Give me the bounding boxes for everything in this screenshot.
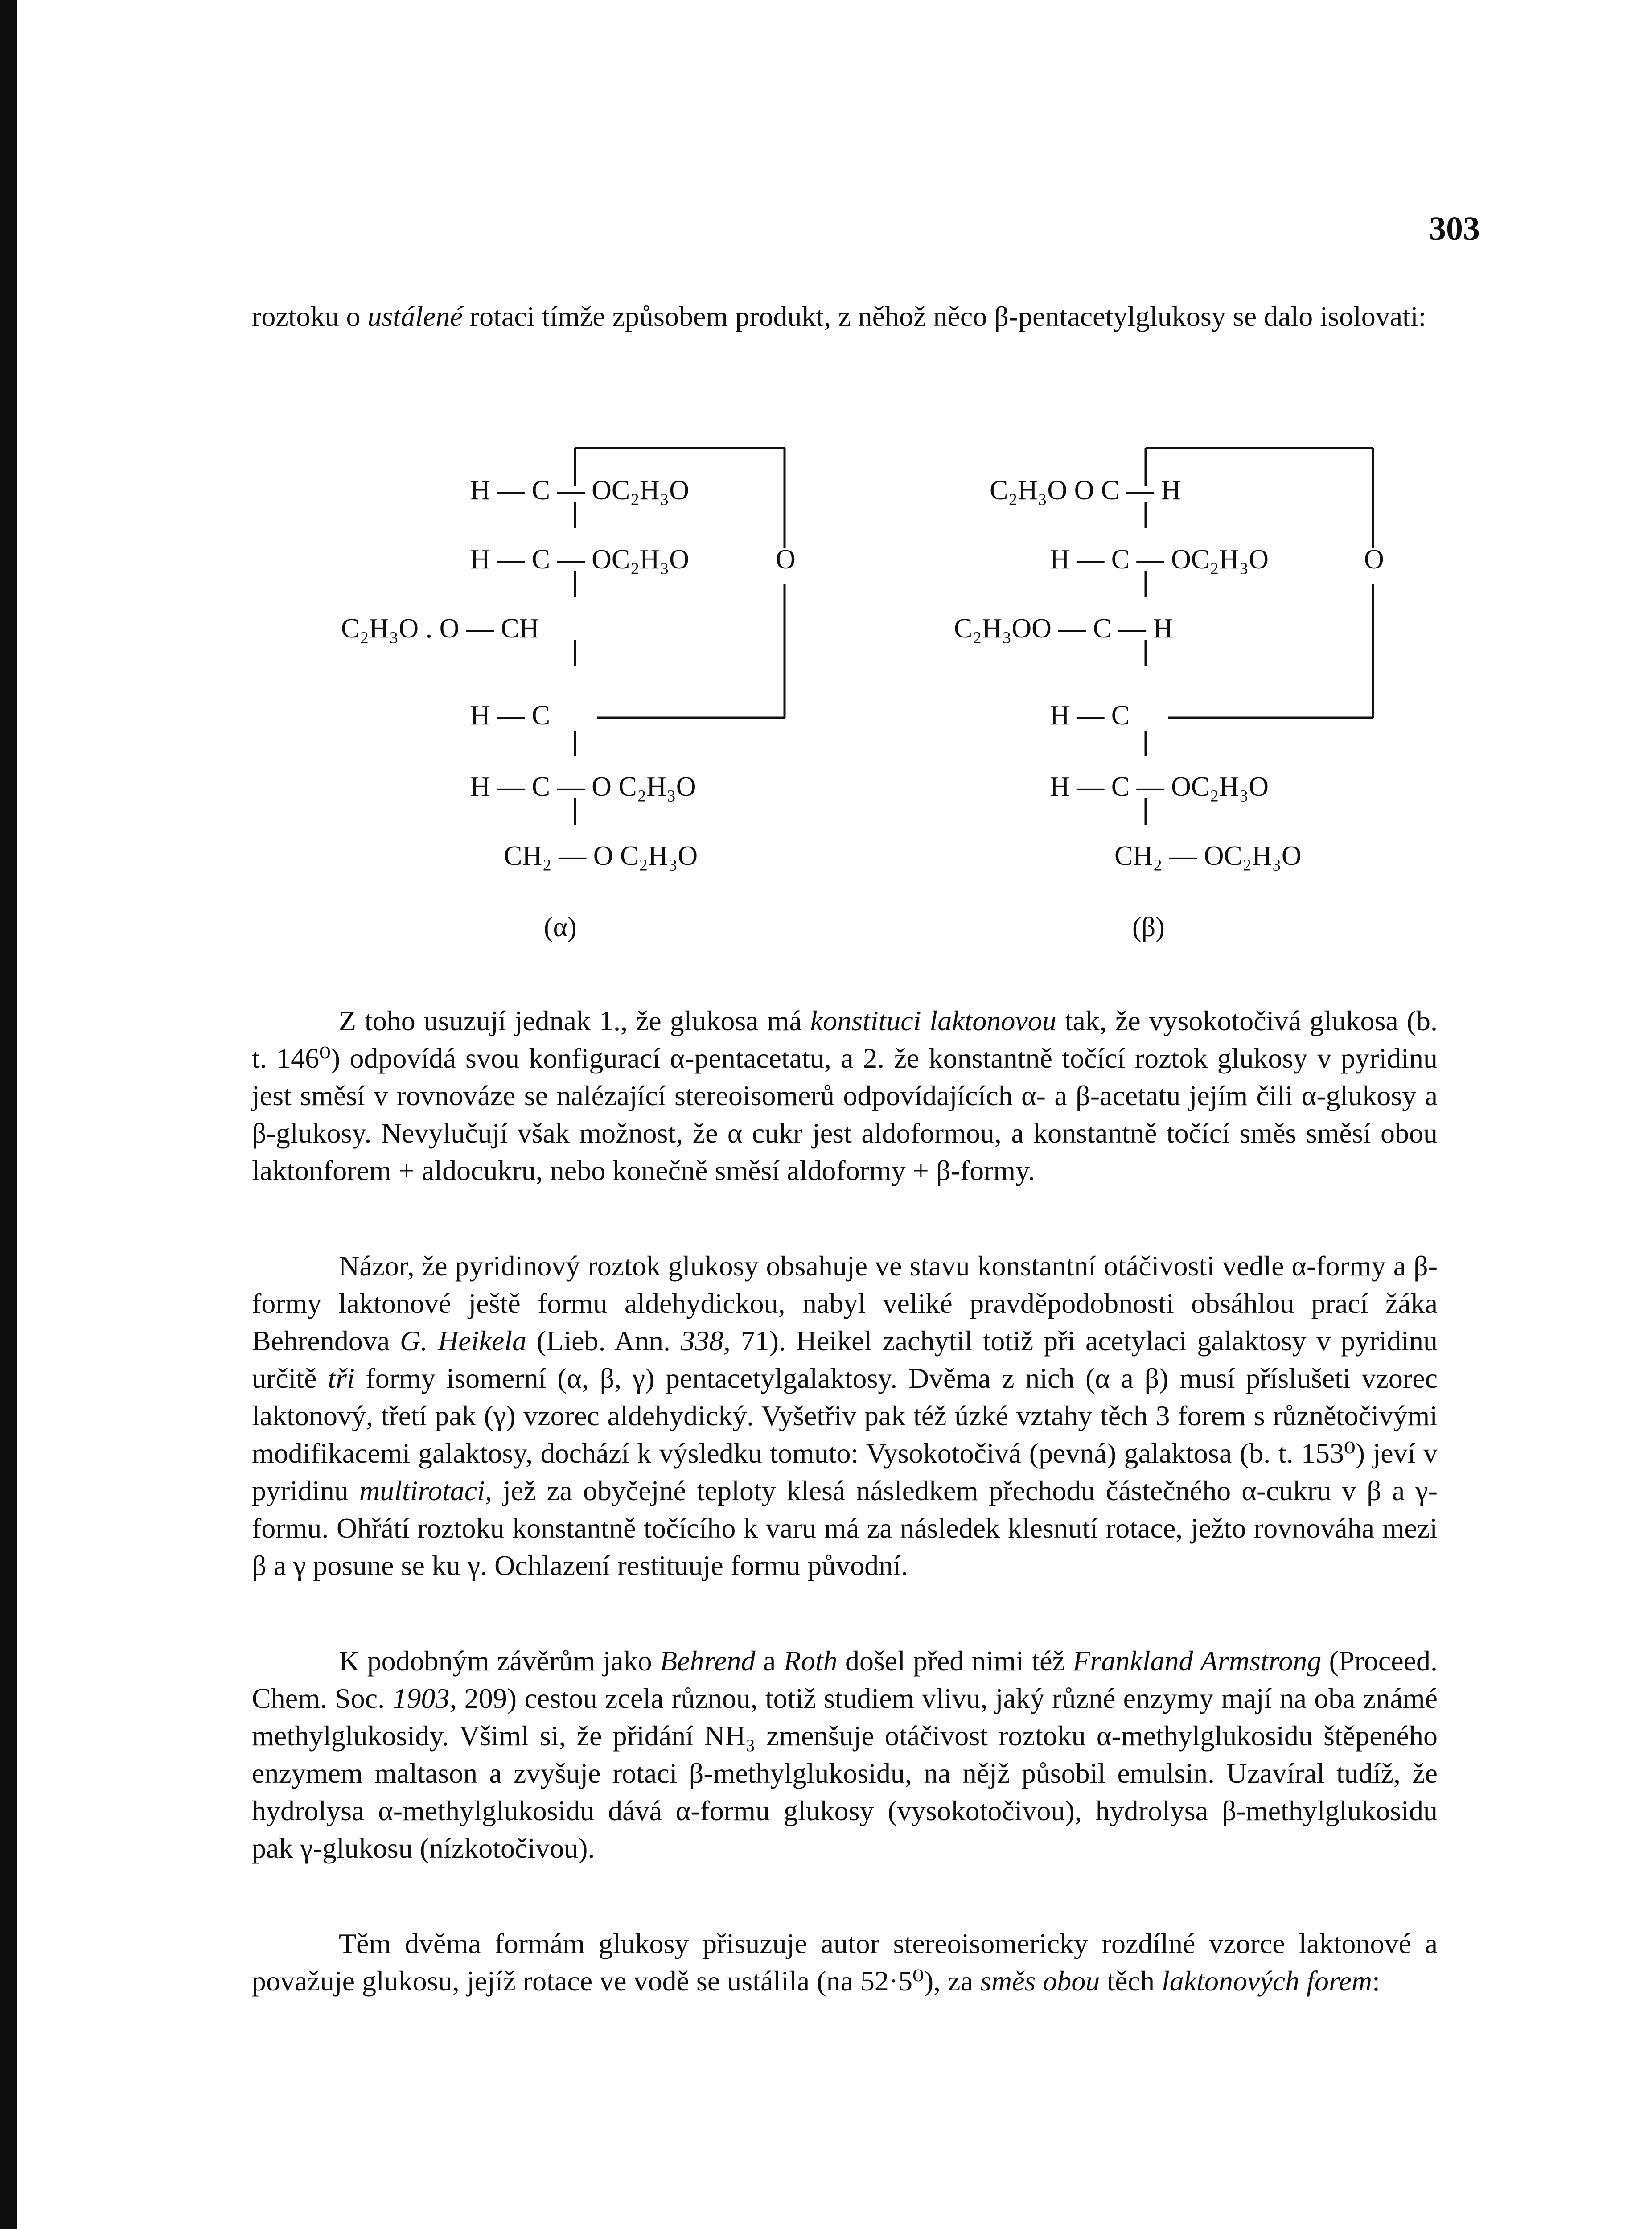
beta-ring-oxygen: O <box>1364 544 1384 575</box>
emphasis-laktonovych-forem: laktonových forem <box>1161 1965 1373 1997</box>
emphasis-ustalene: ustálené <box>367 300 463 332</box>
beta-row-2: H — C — OC₂H₃O <box>1050 544 1269 575</box>
alpha-row-4: H — C <box>470 700 551 731</box>
structural-formulas <box>312 428 1426 981</box>
paragraph-1: Z toho usuzují jednak 1., že glukosa má konstituci laktonovou tak, že vysokotočivá glukosa (b. t. 146⁰) odpovídá svou konfigurací α-pentacetatu, a 2. že konstantně točící roztok glukosy v pyridinu jest směsí v rovnováze se nalézající stereoisomerů odpovídajících α- a β-acetatu jejím čili α-glukosy a β-glukosy. Nevylučují však možnost, že α cukr jest aldoformou, a konstantně točící směs směsí obou laktonforem + aldocukru, nebo konečně směsí aldoformy + β-formy. <box>252 1005 1438 1186</box>
paragraph-2: Názor, že pyridinový roztok glukosy obsahuje ve stavu konstantní otáčivosti vedle α-formy a β-formy laktonové ještě formu aldehydickou, nabyl veliké pravděpodobnosti obsáhlou prací žáka Behrendova G. Heikela (Lieb. Ann. 338, 71). Heikel zachytil totiž při acetylaci galaktosy v pyridinu určitě tři formy isomerní (α, β, γ) pentacetylgalaktosy. Dvěma z nich (α a β) musí příslušeti vzorec laktonový, třetí pak (γ) vzorec aldehydický. Vyšetřiv pak též úzké vztahy těch 3 forem s různětočivými modifikacemi galaktosy, dochází k výsledku tomuto: Vysokotočivá (pevná) galaktosa (b. t. 153⁰) jeví v pyridinu multirotaci, jež za obyčejné teploty klesá následkem přechodu částečného α-cukru v β a γ-formu. Ohřátí roztoku konstantně točícího k varu má za následek klesnutí rotace, ježto rovnováha mezi β a γ posune se ku γ. Ochlazení restituuje formu původní. <box>252 1250 1438 1581</box>
alpha-row-3: C₂H₃O . O — CH <box>341 613 539 644</box>
author-frankland-armstrong: Frankland Armstrong <box>1073 1645 1322 1677</box>
paragraph-3: K podobným závěrům jako Behrend a Roth došel před nimi též Frankland Armstrong (Proceed. Chem. Soc. 1903, 209) cestou zcela různou, totiž studiem vlivu, jaký různé enzymy mají na oba známé methylglukosidy. Všiml si, že přidání NH₃ zmenšuje otáčivost roztoku α-methylglukosidu štěpeného enzymem maltason a zvyšuje rotaci β-methylglukosidu, na nějž působil emulsin. Uzavíral tudíž, že hydrolysa α-methylglukosidu dává α-formu glukosy (vysokotočivou), hydrolysa β-methylglukosidu pak γ-glukosu (nízkotočivou). <box>252 1645 1438 1864</box>
beta-row-3: C₂H₃OO — C — H <box>954 613 1173 644</box>
beta-label: (β) <box>1132 912 1165 942</box>
beta-row-4: H — C <box>1050 700 1130 731</box>
body-text <box>252 1002 1438 2000</box>
alpha-row-6: CH₂ — O C₂H₃O <box>504 841 698 871</box>
alpha-row-2: H — C — OC₂H₃O <box>470 544 690 575</box>
author-behrend: Behrend <box>660 1645 756 1677</box>
emphasis-multirotaci: multirotaci, <box>359 1475 493 1506</box>
scan-edge-shadow <box>0 0 17 2229</box>
emphasis-tri: tři <box>328 1362 355 1394</box>
alpha-row-5: H — C — O C₂H₃O <box>470 772 696 802</box>
author-roth: Roth <box>783 1645 838 1677</box>
beta-row-5: H — C — OC₂H₃O <box>1050 772 1269 802</box>
beta-row-6: CH₂ — OC₂H₃O <box>1114 841 1302 871</box>
emphasis-smes-obou: směs obou <box>980 1965 1100 1997</box>
page-number: 303 <box>1429 210 1480 247</box>
emphasis-konstituci: konstituci laktonovou <box>810 1005 1056 1036</box>
beta-row-1: C₂H₃O O C — H <box>990 475 1181 506</box>
intro-paragraph: roztoku o ustálené rotaci tímže způsobem produkt, z něhož něco β-pentacetylglukosy se dalo isolovati: <box>252 300 1426 332</box>
alpha-ring-oxygen: O <box>776 544 796 575</box>
alpha-label: (α) <box>544 912 577 942</box>
alpha-formula <box>341 448 796 942</box>
beta-formula <box>954 448 1384 942</box>
formula-diagram <box>312 428 1426 981</box>
paragraph-4: Těm dvěma formám glukosy přisuzuje autor stereoisomericky rozdílné vzorce laktonové a považuje glukosu, jejíž rotace ve vodě se ustálila (na 52·5⁰), za směs obou těch laktonových forem: <box>252 1928 1438 1997</box>
alpha-row-1: H — C — OC₂H₃O <box>470 475 690 506</box>
author-heikel: G. Heikela <box>400 1325 527 1357</box>
